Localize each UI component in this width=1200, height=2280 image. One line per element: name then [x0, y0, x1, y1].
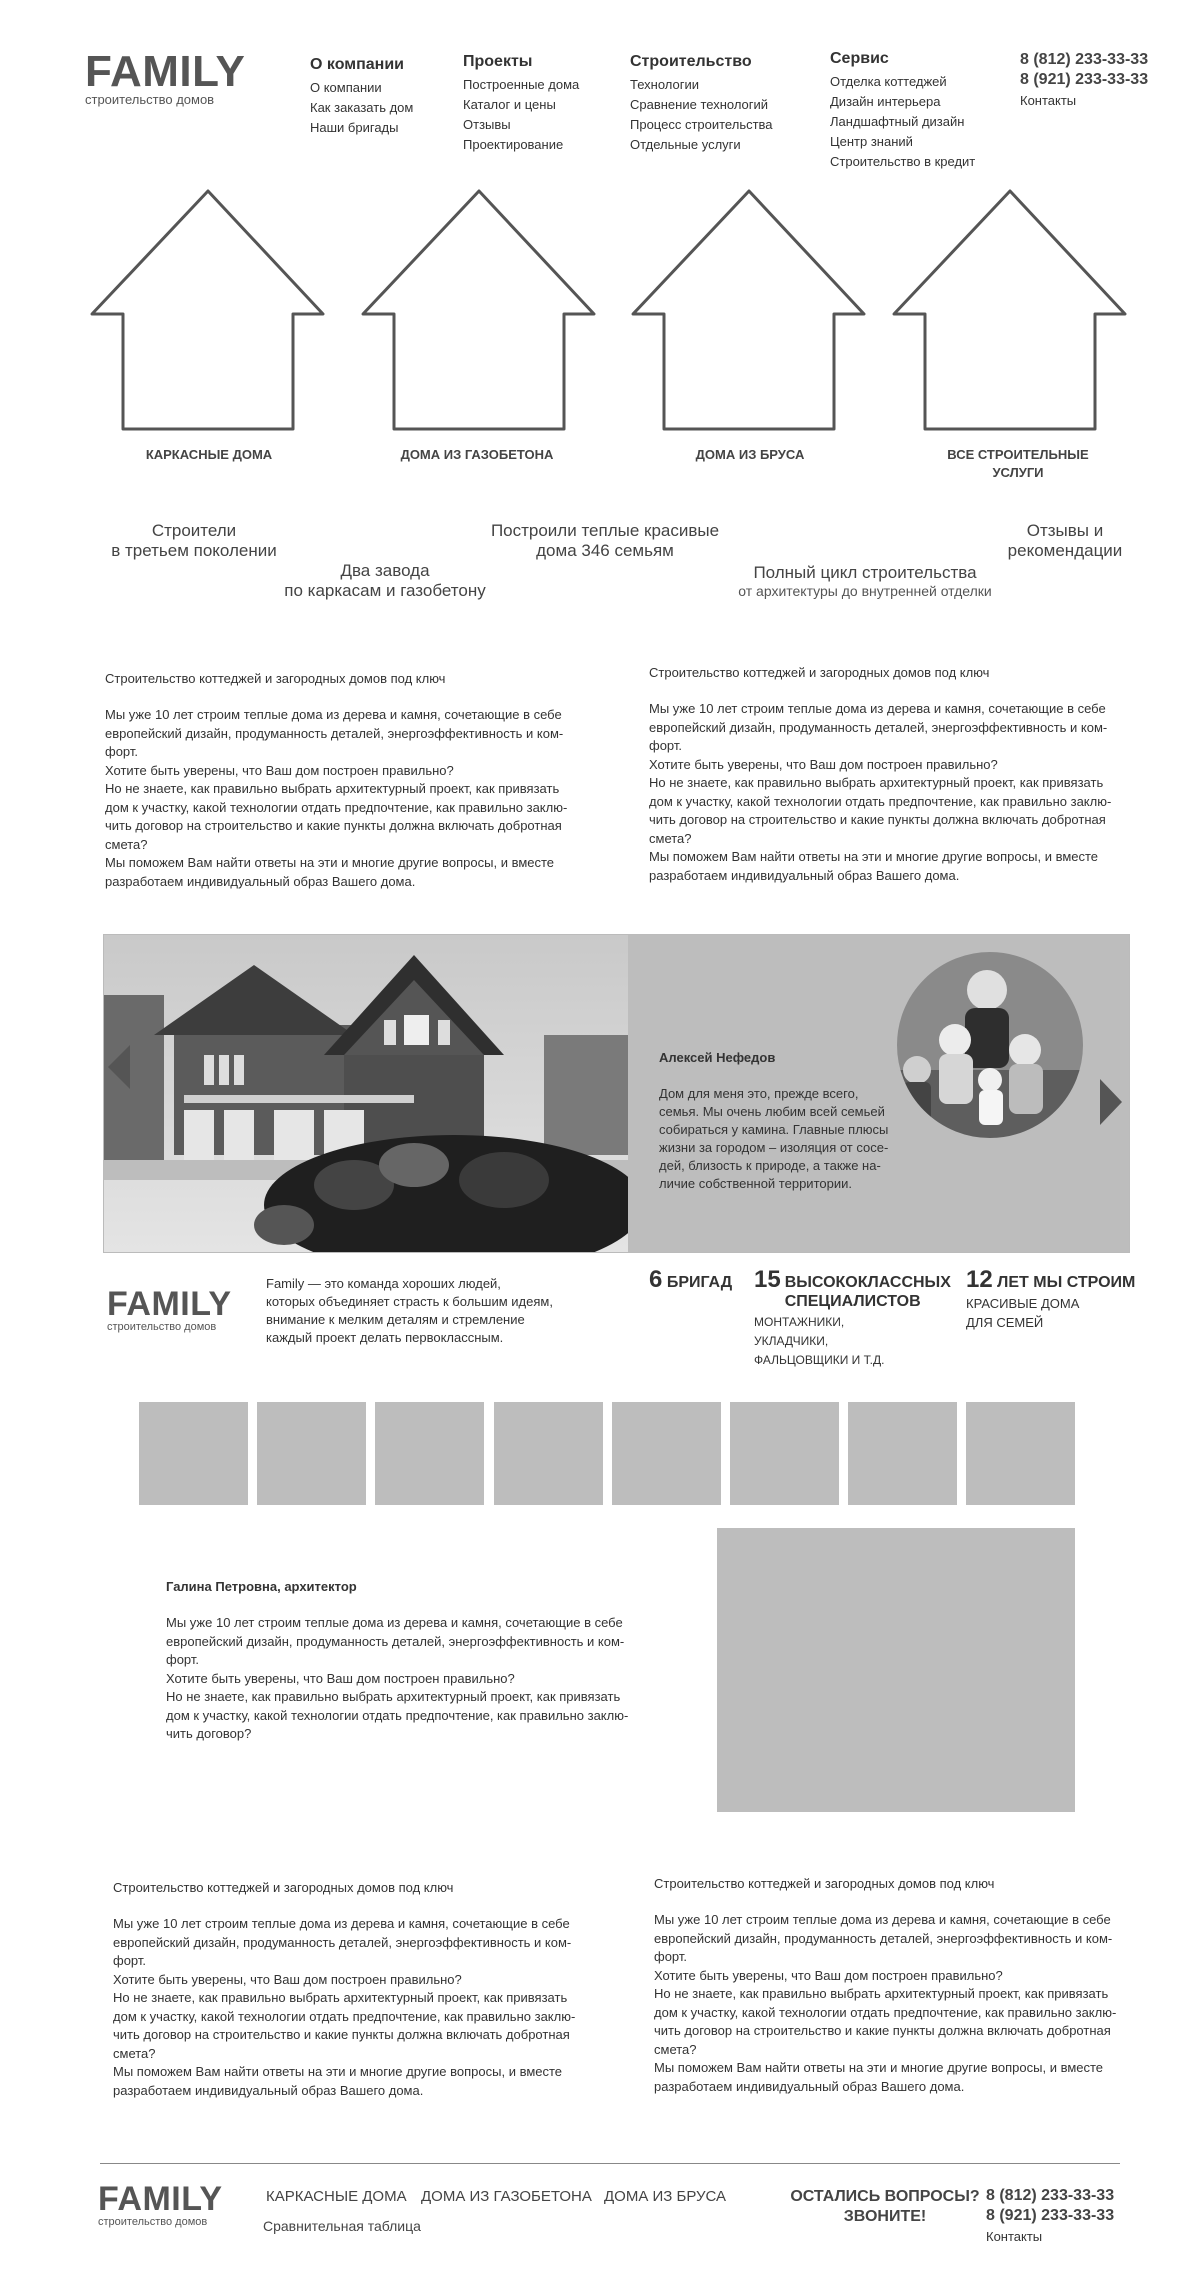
header-phone-2[interactable]: 8 (921) 233-33-33: [1020, 71, 1149, 88]
footer-link-timber[interactable]: ДОМА ИЗ БРУСА: [604, 2188, 727, 2205]
about-logo-subtitle: строительство домов: [107, 1321, 217, 1333]
nav-item-reviews[interactable]: Отзывы: [463, 117, 511, 132]
stat-years: [966, 1266, 1166, 1332]
stat-years-details: КРАСИВЫЕ ДОМА ДЛЯ СЕМЕЙ: [966, 1296, 1080, 1330]
gallery-tile[interactable]: [139, 1402, 248, 1505]
nav-column-projects: [463, 53, 579, 155]
footer-logo-subtitle: строительство домов: [98, 2216, 208, 2228]
house-photo: [104, 935, 628, 1252]
stat-years-label: ЛЕТ МЫ СТРОИМ: [997, 1274, 1136, 1291]
fact-full-cycle-title: Полный цикл строительства: [753, 563, 977, 582]
fact-full-cycle: [720, 563, 1010, 599]
about-text: Family — это команда хороших людей, которых объединяет страсть к большим идеям, внимание к мелким деталям и стремление каждый проект делать первоклассным.: [266, 1276, 553, 1345]
review-author: Алексей Нефедов: [659, 1050, 776, 1065]
gallery-tile[interactable]: [375, 1402, 484, 1505]
footer-question: ОСТАЛИСЬ ВОПРОСЫ? ЗВОНИТЕ!: [790, 2188, 980, 2225]
text-block-left-2: [113, 1880, 633, 2100]
nav-item-teams[interactable]: Наши бригады: [310, 120, 399, 135]
stat-specialists: [754, 1266, 964, 1370]
text-block-body: Мы уже 10 лет строим теплые дома из дерева и камня, сочетающие в себе европейский дизайн, продуманность деталей, энергоэффективность и ком- форт. Хотите быть уверены, что Ваш дом построен правильно? Но не знаете, как правильно выбрать архитектурный проект, как привязать дом к участку, какой технологии отдать предпочтение, как правильно заклю- чить договор на строительство и какие пункты должна включать добротная смета? Мы поможем Вам найти ответы на эти и многие другие вопросы, и вместе разработаем индивидуальный образ Вашего дома.: [113, 1916, 576, 2098]
text-block-title: Строительство коттеджей и загородных домов под ключ: [105, 671, 446, 686]
nav-column-company: [310, 56, 413, 138]
category-all-services[interactable]: ВСЕ СТРОИТЕЛЬНЫЕ УСЛУГИ: [947, 447, 1089, 480]
footer-link-frame-houses[interactable]: КАРКАСНЫЕ ДОМА: [266, 2188, 407, 2205]
nav-heading-projects[interactable]: Проекты: [463, 53, 533, 70]
house-outline-icon: [92, 191, 323, 429]
fact-reviews[interactable]: Отзывы и рекомендации: [1007, 521, 1123, 560]
text-block-title: Строительство коттеджей и загородных домов под ключ: [113, 1880, 454, 1895]
footer-phone-2[interactable]: 8 (921) 233-33-33: [986, 2207, 1115, 2224]
header-logo[interactable]: [85, 47, 246, 107]
fact-generations: Строители в третьем поколении: [111, 521, 277, 560]
text-block-right-1: [649, 665, 1169, 885]
fact-families: Построили теплые красивые дома 346 семьям: [490, 521, 720, 560]
nav-column-service: [830, 50, 975, 172]
family-photo: [895, 950, 1085, 1140]
nav-item-interior[interactable]: Дизайн интерьера: [830, 94, 941, 109]
footer-contacts-link[interactable]: Контакты: [986, 2229, 1043, 2244]
architect-name: Галина Петровна, архитектор: [166, 1579, 357, 1594]
category-gas-concrete[interactable]: ДОМА ИЗ ГАЗОБЕТОНА: [400, 447, 554, 462]
header-contacts-link[interactable]: Контакты: [1020, 93, 1077, 108]
fact-factories: Два завода по каркасам и газобетону: [284, 561, 486, 600]
nav-item-knowledge[interactable]: Центр знаний: [830, 134, 913, 149]
footer-phone-1[interactable]: 8 (812) 233-33-33: [986, 2187, 1115, 2204]
nav-heading-service[interactable]: Сервис: [830, 50, 889, 67]
footer-divider: [100, 2163, 1120, 2164]
gallery-tile[interactable]: [257, 1402, 366, 1505]
stat-teams: [649, 1266, 732, 1294]
footer-logo[interactable]: [98, 2182, 223, 2228]
house-outline-icon: [894, 191, 1125, 429]
nav-heading-company[interactable]: О компании: [310, 56, 404, 73]
chevron-left-icon[interactable]: [108, 1045, 130, 1089]
gallery-tile[interactable]: [966, 1402, 1075, 1505]
chevron-right-icon[interactable]: [1100, 1079, 1122, 1125]
nav-item-finishing[interactable]: Отделка коттеджей: [830, 74, 947, 89]
stat-specialists-number: 15: [754, 1266, 781, 1293]
architect-block: [166, 1579, 666, 1744]
nav-heading-construction[interactable]: Строительство: [630, 53, 752, 70]
stat-years-number: 12: [966, 1266, 993, 1293]
fact-full-cycle-subtitle: от архитектуры до внутренней отделки: [738, 583, 992, 599]
text-block-body: Мы уже 10 лет строим теплые дома из дерева и камня, сочетающие в себе европейский дизайн, продуманность деталей, энергоэффективность и ком- форт. Хотите быть уверены, что Ваш дом построен правильно? Но не знаете, как правильно выбрать архитектурный проект, как привязать дом к участку, какой технологии отдать предпочтение, как правильно заклю- чить договор на строительство и какие пункты должна включать добротная смета? Мы поможем Вам найти ответы на эти и многие другие вопросы, и вместе разработаем индивидуальный образ Вашего дома.: [105, 707, 568, 889]
footer-contacts: [986, 2186, 1114, 2248]
nav-item-services[interactable]: Отдельные услуги: [630, 137, 741, 152]
gallery-tile[interactable]: [494, 1402, 603, 1505]
gallery-tile[interactable]: [730, 1402, 839, 1505]
stat-specialists-details: МОНТАЖНИКИ, УКЛАДЧИКИ, ФАЛЬЦОВЩИКИ И Т.Д.: [754, 1315, 885, 1367]
nav-item-credit[interactable]: Строительство в кредит: [830, 154, 976, 169]
text-block-body: Мы уже 10 лет строим теплые дома из дерева и камня, сочетающие в себе европейский дизайн, продуманность деталей, энергоэффективность и ком- форт. Хотите быть уверены, что Ваш дом построен правильно? Но не знаете, как правильно выбрать архитектурный проект, как привязать дом к участку, какой технологии отдать предпочтение, как правильно заклю- чить договор на строительство и какие пункты должна включать добротная смета? Мы поможем Вам найти ответы на эти и многие другие вопросы, и вместе разработаем индивидуальный образ Вашего дома.: [654, 1912, 1117, 2094]
review-text: Дом для меня это, прежде всего, семья. Мы очень любим всей семьей собираться у камина. Главные плюсы жизни за городом – изоляция от сосе- дей, близость к природе, а также на- личие собственной территории.: [659, 1086, 889, 1191]
architect-text: Мы уже 10 лет строим теплые дома из дерева и камня, сочетающие в себе европейский дизайн, продуманность деталей, энергоэффективность и ком- форт. Хотите быть уверены, что Ваш дом построен правильно? Но не знаете, как правильно выбрать архитектурный проект, как привязать дом к участку, какой технологии отдать предпочтение, как правильно заклю- чить договор?: [166, 1615, 629, 1741]
header-phone-1[interactable]: 8 (812) 233-33-33: [1020, 51, 1149, 68]
house-outline-icon: [363, 191, 594, 429]
about-logo-title: FAMILY: [107, 1285, 232, 1323]
house-icons: [0, 185, 1200, 435]
about-logo: [107, 1287, 232, 1333]
nav-item-tech-comparison[interactable]: Сравнение технологий: [630, 97, 769, 112]
nav-column-construction: [630, 53, 773, 155]
category-frame-houses[interactable]: КАРКАСНЫЕ ДОМА: [145, 447, 273, 462]
review-content: [659, 1050, 919, 1193]
text-block-title: Строительство коттеджей и загородных домов под ключ: [649, 665, 990, 680]
nav-item-landscape[interactable]: Ландшафтный дизайн: [830, 114, 965, 129]
footer-logo-title: FAMILY: [98, 2180, 223, 2218]
nav-item-about[interactable]: О компании: [310, 80, 382, 95]
nav-item-technologies[interactable]: Технологии: [630, 77, 700, 92]
logo-subtitle: строительство домов: [85, 92, 215, 107]
text-block-body: Мы уже 10 лет строим теплые дома из дерева и камня, сочетающие в себе европейский дизайн, продуманность деталей, энергоэффективность и ком- форт. Хотите быть уверены, что Ваш дом построен правильно? Но не знаете, как правильно выбрать архитектурный проект, как привязать дом к участку, какой технологии отдать предпочтение, как правильно заклю- чить договор на строительство и какие пункты должна включать добротная смета? Мы поможем Вам найти ответы на эти и многие другие вопросы, и вместе разработаем индивидуальный образ Вашего дома.: [649, 701, 1112, 883]
stat-specialists-label: ВЫСОКОКЛАССНЫХ СПЕЦИАЛИСТОВ: [784, 1274, 951, 1310]
text-block-title: Строительство коттеджей и загородных домов под ключ: [654, 1876, 995, 1891]
gallery-tile[interactable]: [612, 1402, 721, 1505]
nav-item-how-to-order[interactable]: Как заказать дом: [310, 100, 414, 115]
text-block-left-1: [105, 671, 625, 891]
stat-teams-label: БРИГАД: [666, 1274, 733, 1291]
footer-link-comparison[interactable]: Сравнительная таблица: [263, 2218, 421, 2234]
logo-title: FAMILY: [85, 47, 246, 96]
nav-item-process[interactable]: Процесс строительства: [630, 117, 773, 132]
category-timber[interactable]: ДОМА ИЗ БРУСА: [695, 447, 805, 462]
house-outline-icon: [633, 191, 864, 429]
slider-house-photo: [104, 935, 628, 1252]
nav-item-catalog[interactable]: Каталог и цены: [463, 97, 556, 112]
footer-link-gas-concrete[interactable]: ДОМА ИЗ ГАЗОБЕТОНА: [421, 2188, 592, 2205]
stat-teams-number: 6: [649, 1266, 663, 1293]
header-contacts: [1020, 50, 1148, 112]
text-block-right-2: [654, 1876, 1174, 2096]
gallery-tile[interactable]: [848, 1402, 957, 1505]
nav-item-built-houses[interactable]: Построенные дома: [463, 77, 580, 92]
architect-photo-placeholder: [717, 1528, 1075, 1812]
nav-item-design[interactable]: Проектирование: [463, 137, 564, 152]
